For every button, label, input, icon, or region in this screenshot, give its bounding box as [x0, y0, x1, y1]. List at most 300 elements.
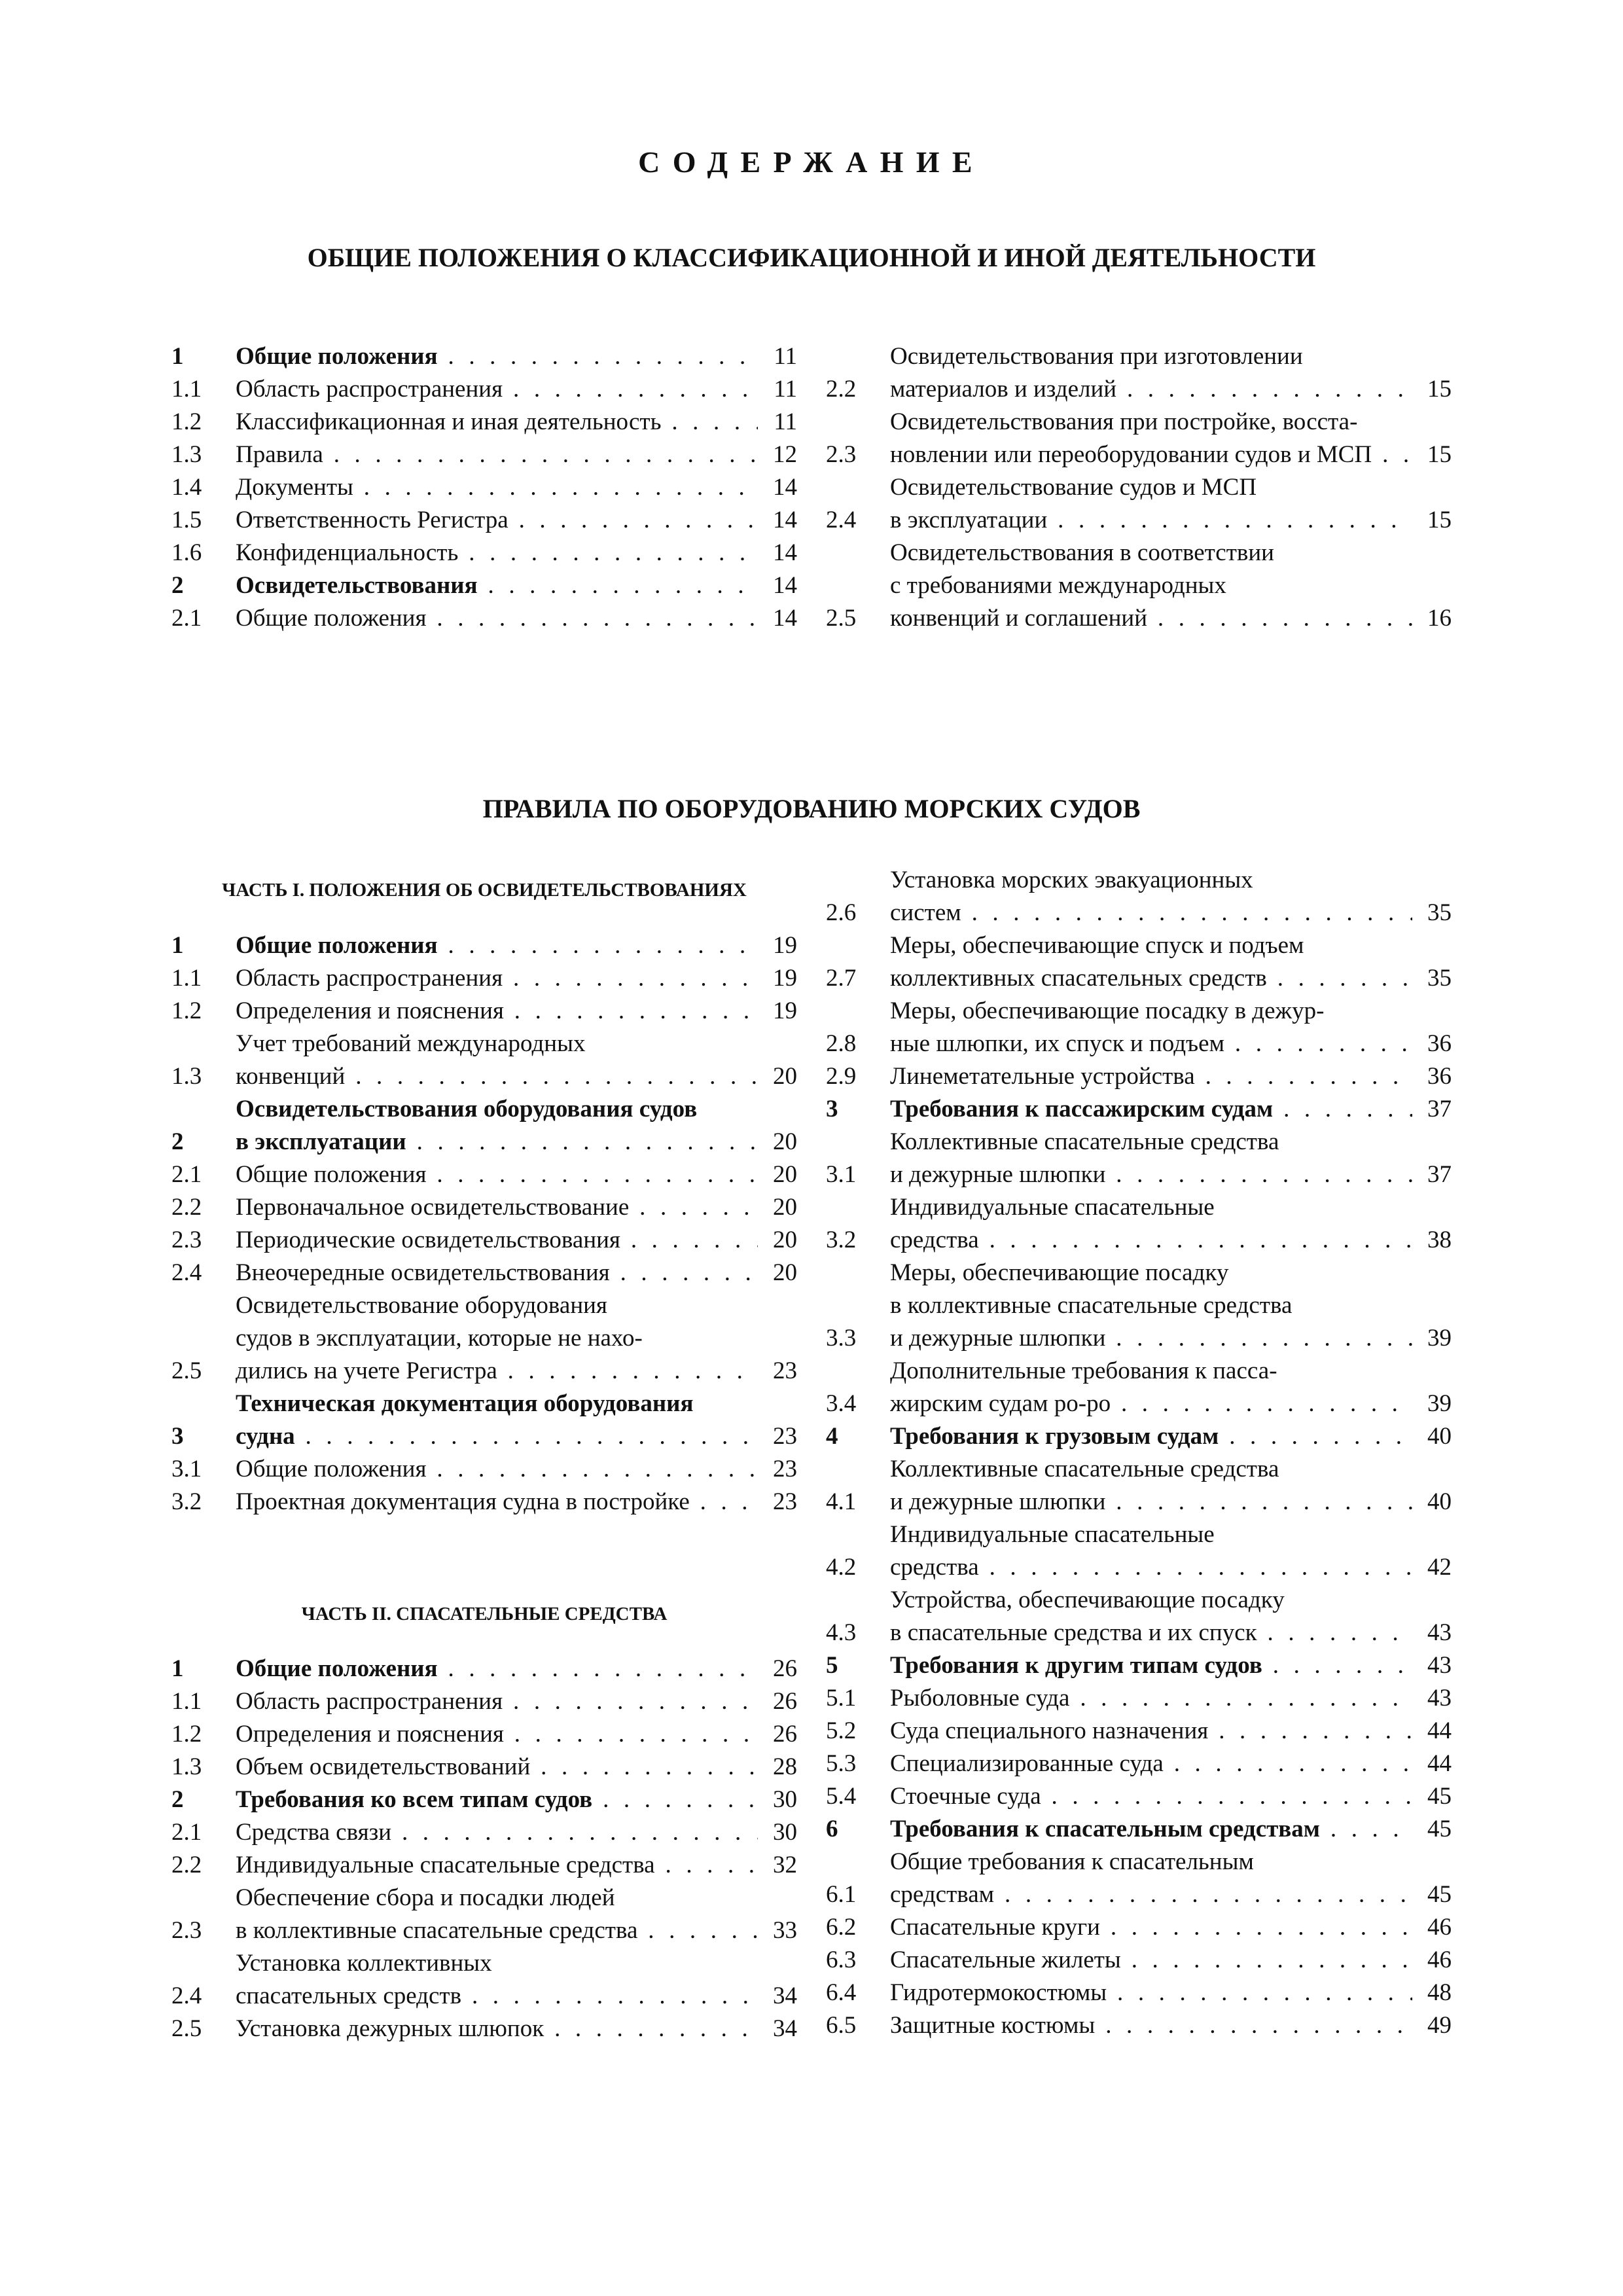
toc-entry-page: 12 — [773, 441, 797, 468]
toc-entry-title-line: дились на учете Регистра . . . — [236, 1355, 758, 1388]
toc-entry-title-line: Спасательные круги . . . — [890, 1911, 1412, 1944]
toc-entry[interactable] — [171, 1784, 797, 1816]
toc-entry-title — [236, 962, 758, 995]
toc-entry-number: 1.3 — [171, 441, 202, 468]
toc-entry-title — [236, 1028, 758, 1093]
toc-entry-title-line: Определения и пояснения . . . — [236, 995, 758, 1028]
toc-entry-number: 4.3 — [826, 1619, 857, 1646]
toc-entry-number: 1 — [171, 1655, 184, 1682]
toc-entry-title — [890, 1355, 1412, 1420]
toc-entry[interactable] — [171, 373, 797, 406]
toc-entry-number: 2.2 — [171, 1852, 202, 1878]
toc-entry[interactable] — [826, 1780, 1452, 1813]
toc-entry-page: 40 — [1427, 1488, 1452, 1515]
toc-entry[interactable] — [826, 1813, 1452, 1846]
toc-entry[interactable] — [826, 995, 1452, 1060]
toc-entry-title-line: судна . . . — [236, 1420, 758, 1453]
toc-entry[interactable] — [826, 864, 1452, 929]
toc-entry-title-line: Установка коллективных — [236, 1950, 492, 1977]
toc-entry-page: 15 — [1427, 507, 1452, 533]
toc-entry-title-line: Общие положения . . . — [236, 602, 758, 635]
toc-entry-title-line: ные шлюпки, их спуск и подъем . . . — [890, 1028, 1412, 1060]
toc-entry-number: 1.1 — [171, 376, 202, 403]
toc-entry-page: 36 — [1427, 1063, 1452, 1090]
toc-entry-title-line: Проектная документация судна в постройке . . . — [236, 1486, 758, 1518]
toc-entry-page: 14 — [773, 605, 797, 632]
section-title-general: ОБЩИЕ ПОЛОЖЕНИЯ О КЛАССИФИКАЦИОННОЙ И ИНОЙ ДЕЯТЕЛЬНОСТИ — [307, 243, 1316, 272]
toc-entry-number: 5.3 — [826, 1750, 857, 1777]
toc-entry-title-line: в коллективные спасательные средства — [890, 1292, 1293, 1319]
toc-entry-title-line: и дежурные шлюпки . . . — [890, 1322, 1412, 1355]
toc-entry-number: 3.2 — [826, 1227, 857, 1253]
toc-entry-title-line: Линеметательные устройства . . . — [890, 1060, 1412, 1093]
toc-entry-title — [236, 373, 758, 406]
toc-entry-title — [236, 1191, 758, 1224]
toc-entry-title-line: Специализированные суда . . . — [890, 1748, 1412, 1780]
toc-entry[interactable] — [826, 929, 1452, 995]
toc-entry-number: 1.2 — [171, 997, 202, 1024]
toc-entry-title — [236, 2013, 758, 2045]
toc-entry-number: 1.1 — [171, 965, 202, 992]
toc-entry[interactable] — [826, 1453, 1452, 1518]
toc-entry[interactable] — [171, 1289, 797, 1388]
toc-entry-title — [890, 1584, 1412, 1649]
toc-entry-number: 2.1 — [171, 1161, 202, 1188]
toc-entry-page: 45 — [1427, 1881, 1452, 1908]
toc-entry[interactable] — [826, 340, 1452, 406]
toc-entry[interactable] — [826, 1257, 1452, 1355]
toc-entry-page: 14 — [773, 572, 797, 599]
toc-entry-number: 2.8 — [826, 1030, 857, 1057]
toc-entry[interactable] — [171, 1849, 797, 1882]
toc-entry-page: 44 — [1427, 1717, 1452, 1744]
toc-entry-title-line: Стоечные суда . . . — [890, 1780, 1412, 1813]
toc-entry-number: 1.2 — [171, 1721, 202, 1748]
toc-entry-title-line: Коллективные спасательные средства — [890, 1456, 1279, 1482]
toc-entry-title-line: Правила . . . — [236, 439, 758, 471]
toc-entry-page: 37 — [1427, 1161, 1452, 1188]
toc-entry-number: 1 — [171, 343, 184, 370]
toc-entry-title — [890, 1518, 1412, 1584]
toc-entry-title — [890, 1846, 1412, 1911]
toc-entry-number: 2 — [171, 1786, 184, 1813]
toc-entry-title-line: Документы . . . — [236, 471, 758, 504]
toc-entry[interactable] — [171, 1093, 797, 1158]
toc-entry-title — [236, 1224, 758, 1257]
toc-entry-page: 14 — [773, 474, 797, 501]
toc-entry-page: 26 — [773, 1721, 797, 1748]
toc-entry-title — [236, 1388, 758, 1453]
toc-entry-title-line: Обеспечение сбора и посадки людей — [236, 1884, 615, 1911]
toc-entry-title-line: Определения и пояснения . . . — [236, 1718, 758, 1751]
toc-entry[interactable] — [171, 471, 797, 504]
toc-entry-page: 20 — [773, 1161, 797, 1188]
toc-entry-number: 5.2 — [826, 1717, 857, 1744]
toc-entry[interactable] — [826, 1584, 1452, 1649]
toc-entry[interactable] — [171, 1028, 797, 1093]
toc-entry-page: 23 — [773, 1456, 797, 1482]
toc-entry-title — [890, 1911, 1412, 1944]
toc-column-general-left — [171, 340, 797, 635]
toc-entry-page: 15 — [1427, 376, 1452, 403]
toc-entry-number: 6.3 — [826, 1946, 857, 1973]
toc-entry-title — [236, 504, 758, 537]
toc-column-part2 — [171, 1653, 797, 2045]
toc-entry-title — [236, 1882, 758, 1947]
toc-entry-number: 2.3 — [826, 441, 857, 468]
toc-entry[interactable] — [171, 569, 797, 602]
toc-entry[interactable] — [826, 406, 1452, 471]
toc-entry-number: 2.3 — [171, 1917, 202, 1944]
toc-entry[interactable] — [171, 1653, 797, 1685]
toc-entry-title-line: Индивидуальные спасательные — [890, 1194, 1215, 1221]
toc-entry-page: 26 — [773, 1655, 797, 1682]
toc-entry-title — [890, 929, 1412, 995]
toc-entry-page: 43 — [1427, 1685, 1452, 1712]
toc-entry[interactable] — [826, 2009, 1452, 2042]
toc-entry[interactable] — [171, 602, 797, 635]
toc-entry[interactable] — [826, 1682, 1452, 1715]
toc-entry-title — [236, 1453, 758, 1486]
toc-entry-page: 49 — [1427, 2012, 1452, 2039]
toc-entry-page: 11 — [774, 376, 797, 403]
toc-entry-number: 2.4 — [171, 1259, 202, 1286]
toc-entry-title — [890, 1748, 1412, 1780]
toc-entry-title-line: Учет требований международных — [236, 1030, 586, 1057]
toc-entry-number: 2.1 — [171, 1819, 202, 1846]
toc-entry-title-line: в коллективные спасательные средства . . . — [236, 1914, 758, 1947]
toc-entry-number: 3.4 — [826, 1390, 857, 1417]
toc-entry[interactable] — [171, 1718, 797, 1751]
toc-entry-title — [236, 1093, 758, 1158]
toc-entry-title-line: средства . . . — [890, 1551, 1412, 1584]
toc-entry-page: 20 — [773, 1227, 797, 1253]
toc-entry-title-line: коллективных спасательных средств . . . — [890, 962, 1412, 995]
toc-entry-title — [236, 1257, 758, 1289]
toc-entry-number: 3.1 — [826, 1161, 857, 1188]
toc-entry[interactable] — [171, 1224, 797, 1257]
toc-entry-number: 5 — [826, 1652, 838, 1679]
toc-entry[interactable] — [171, 504, 797, 537]
toc-entry-title-line: Общие положения . . . — [236, 340, 758, 373]
toc-entry-page: 43 — [1427, 1652, 1452, 1679]
toc-entry[interactable] — [826, 1944, 1452, 1977]
toc-entry-title — [890, 1780, 1412, 1813]
toc-entry-page: 39 — [1427, 1325, 1452, 1352]
toc-entry-title-line: Требования к другим типам судов . . . — [890, 1649, 1412, 1682]
toc-entry-number: 2.4 — [826, 507, 857, 533]
toc-entry-title-line: Освидетельствования . . . — [236, 569, 758, 602]
toc-entry-number: 3.3 — [826, 1325, 857, 1352]
toc-entry-number: 4 — [826, 1423, 838, 1450]
toc-entry-title-line: Индивидуальные спасательные — [890, 1521, 1215, 1548]
toc-entry-number: 6.1 — [826, 1881, 857, 1908]
toc-entry[interactable] — [171, 962, 797, 995]
toc-entry-title — [890, 1093, 1412, 1126]
toc-entry-title-line: Защитные костюмы . . . — [890, 2009, 1412, 2042]
toc-entry-title — [890, 1257, 1412, 1355]
toc-entry-title-line: Суда специального назначения . . . — [890, 1715, 1412, 1748]
toc-entry-page: 19 — [773, 965, 797, 992]
toc-entry-title-line: Ответственность Регистра . . . — [236, 504, 758, 537]
toc-entry[interactable] — [826, 1977, 1452, 2009]
toc-entry-title — [236, 1486, 758, 1518]
toc-entry[interactable] — [171, 2013, 797, 2045]
toc-entry-number: 4.2 — [826, 1554, 857, 1581]
toc-entry[interactable] — [826, 1846, 1452, 1911]
toc-entry-title-line: систем . . . — [890, 897, 1412, 929]
toc-entry-title-line: средства . . . — [890, 1224, 1412, 1257]
toc-entry-number: 2 — [171, 572, 184, 599]
toc-entry-title — [236, 1685, 758, 1718]
toc-entry-page: 14 — [773, 507, 797, 533]
toc-entry-title — [236, 602, 758, 635]
toc-entry-page: 48 — [1427, 1979, 1452, 2006]
toc-column-general-right — [826, 340, 1452, 635]
toc-entry-number: 6 — [826, 1816, 838, 1842]
toc-entry-title-line: Периодические освидетельствования . . . — [236, 1224, 758, 1257]
toc-entry[interactable] — [171, 929, 797, 962]
page-title: СОДЕРЖАНИЕ — [638, 145, 985, 179]
toc-entry-title — [236, 569, 758, 602]
toc-entry-number: 1.5 — [171, 507, 202, 533]
toc-entry-page: 20 — [773, 1259, 797, 1286]
toc-entry-title — [890, 864, 1412, 929]
toc-entry-title — [890, 1420, 1412, 1453]
toc-entry-number: 3 — [826, 1096, 838, 1122]
toc-entry-page: 39 — [1427, 1390, 1452, 1417]
toc-entry-title-line: Общие положения . . . — [236, 929, 758, 962]
toc-entry[interactable] — [826, 1126, 1452, 1191]
toc-entry-page: 44 — [1427, 1750, 1452, 1777]
toc-entry-title — [890, 1944, 1412, 1977]
toc-entry-number: 2.5 — [171, 1357, 202, 1384]
toc-entry-title-line: Первоначальное освидетельствование . . . — [236, 1191, 758, 1224]
toc-entry[interactable] — [826, 1060, 1452, 1093]
toc-entry-number: 2.6 — [826, 899, 857, 926]
toc-entry-title-line: Внеочередные освидетельствования . . . — [236, 1257, 758, 1289]
toc-entry[interactable] — [171, 1453, 797, 1486]
toc-entry-title-line: судов в эксплуатации, которые не нахо- — [236, 1325, 643, 1352]
toc-entry-number: 1.3 — [171, 1753, 202, 1780]
toc-entry-title — [236, 340, 758, 373]
toc-entry-title-line: Рыболовные суда . . . — [890, 1682, 1412, 1715]
toc-entry-title-line: Требования ко всем типам судов . . . — [236, 1784, 758, 1816]
toc-column-part1 — [171, 929, 797, 1518]
toc-entry-page: 15 — [1427, 441, 1452, 468]
toc-entry-title — [236, 471, 758, 504]
toc-entry-title-line: Объем освидетельствований . . . — [236, 1751, 758, 1784]
toc-entry[interactable] — [826, 471, 1452, 537]
toc-entry-title-line: Классификационная и иная деятельность . . . — [236, 406, 758, 439]
toc-entry[interactable] — [826, 1649, 1452, 1682]
toc-entry-title — [890, 340, 1412, 406]
toc-entry-title-line: Общие положения . . . — [236, 1453, 758, 1486]
toc-entry-title — [890, 1060, 1412, 1093]
toc-entry-page: 19 — [773, 997, 797, 1024]
toc-entry[interactable] — [171, 995, 797, 1028]
toc-entry-number: 2.3 — [171, 1227, 202, 1253]
toc-entry-title — [236, 1849, 758, 1882]
toc-entry-title-line: конвенций и соглашений . . . — [890, 602, 1412, 635]
toc-entry-title-line: средствам . . . — [890, 1878, 1412, 1911]
toc-entry-number: 1 — [171, 932, 184, 959]
toc-entry-page: 38 — [1427, 1227, 1452, 1253]
toc-entry[interactable] — [171, 1947, 797, 2013]
toc-column-equipment-right — [826, 864, 1452, 2042]
part-title-life-saving: ЧАСТЬ II. СПАСАТЕЛЬНЫЕ СРЕДСТВА — [301, 1604, 668, 1624]
toc-entry[interactable] — [826, 1355, 1452, 1420]
toc-entry-title-line: Меры, обеспечивающие посадку в дежур- — [890, 997, 1325, 1024]
toc-entry-number: 1.4 — [171, 474, 202, 501]
toc-entry-title — [236, 1653, 758, 1685]
toc-entry-title-line: Область распространения . . . — [236, 962, 758, 995]
toc-entry-page: 19 — [773, 932, 797, 959]
toc-entry-title — [236, 995, 758, 1028]
toc-entry-title-line: Общие положения . . . — [236, 1653, 758, 1685]
toc-entry-title-line: Конфиденциальность . . . — [236, 537, 758, 569]
toc-entry-number: 3.2 — [171, 1488, 202, 1515]
toc-entry-title-line: Индивидуальные спасательные средства . . . — [236, 1849, 758, 1882]
toc-entry[interactable] — [171, 340, 797, 373]
toc-entry-title — [236, 1784, 758, 1816]
part-title-surveys: ЧАСТЬ I. ПОЛОЖЕНИЯ ОБ ОСВИДЕТЕЛЬСТВОВАНИЯХ — [222, 880, 747, 901]
toc-entry-title-line: Освидетельствования при изготовлении — [890, 343, 1303, 370]
toc-entry-page: 40 — [1427, 1423, 1452, 1450]
toc-entry-title-line: жирским судам ро-ро . . . — [890, 1388, 1412, 1420]
toc-entry-title-line: Освидетельствование оборудования — [236, 1292, 607, 1319]
toc-entry-number: 5.4 — [826, 1783, 857, 1810]
toc-entry[interactable] — [171, 1882, 797, 1947]
toc-entry-title — [236, 537, 758, 569]
toc-entry-title — [890, 995, 1412, 1060]
toc-entry-number: 2.4 — [171, 1982, 202, 2009]
toc-entry[interactable] — [171, 439, 797, 471]
toc-entry[interactable] — [826, 1518, 1452, 1584]
toc-entry-number: 1.3 — [171, 1063, 202, 1090]
toc-entry-title — [890, 1191, 1412, 1257]
toc-entry-number: 6.2 — [826, 1914, 857, 1941]
toc-entry-title — [890, 1977, 1412, 2009]
toc-entry-title — [890, 1715, 1412, 1748]
toc-entry[interactable] — [826, 1715, 1452, 1748]
toc-entry-title — [890, 1682, 1412, 1715]
toc-entry-title-line: Освидетельствования оборудования судов — [236, 1096, 698, 1122]
toc-entry-number: 2.1 — [171, 605, 202, 632]
toc-entry-title — [236, 1158, 758, 1191]
toc-entry[interactable] — [171, 1388, 797, 1453]
toc-entry-title — [890, 406, 1412, 471]
toc-entry-page: 35 — [1427, 965, 1452, 992]
toc-entry[interactable] — [171, 1158, 797, 1191]
toc-entry-page: 35 — [1427, 899, 1452, 926]
toc-entry-number: 2 — [171, 1128, 184, 1155]
toc-entry-title-line: Установка морских эвакуационных — [890, 867, 1253, 893]
toc-entry[interactable] — [826, 1191, 1452, 1257]
toc-entry-title-line: Устройства, обеспечивающие посадку — [890, 1587, 1285, 1613]
toc-entry-title-line: Требования к спасательным средствам . . . — [890, 1813, 1412, 1846]
toc-entry-page: 45 — [1427, 1783, 1452, 1810]
toc-entry-title-line: в эксплуатации . . . — [236, 1126, 758, 1158]
toc-entry-title — [236, 1751, 758, 1784]
toc-entry-page: 42 — [1427, 1554, 1452, 1581]
toc-entry-number: 6.5 — [826, 2012, 857, 2039]
toc-entry-title-line: в спасательные средства и их спуск . . . — [890, 1617, 1412, 1649]
toc-entry[interactable] — [171, 1751, 797, 1784]
toc-entry-title — [236, 439, 758, 471]
toc-entry[interactable] — [171, 1191, 797, 1224]
toc-entry[interactable] — [171, 1486, 797, 1518]
toc-entry[interactable] — [171, 1816, 797, 1849]
toc-entry-title — [890, 1453, 1412, 1518]
toc-entry-title-line: спасательных средств . . . — [236, 1980, 758, 2013]
toc-entry-title-line: Общие требования к спасательным — [890, 1848, 1254, 1875]
toc-entry-title-line: Освидетельствование судов и МСП — [890, 474, 1257, 501]
toc-entry[interactable] — [171, 1257, 797, 1289]
toc-entry-title-line: Установка дежурных шлюпок . . . — [236, 2013, 758, 2045]
toc-entry-title-line: Меры, обеспечивающие посадку — [890, 1259, 1229, 1286]
toc-entry[interactable] — [171, 1685, 797, 1718]
toc-entry[interactable] — [826, 1093, 1452, 1126]
toc-entry[interactable] — [171, 537, 797, 569]
toc-entry-page: 46 — [1427, 1946, 1452, 1973]
toc-entry[interactable] — [826, 537, 1452, 635]
toc-entry-title-line: Дополнительные требования к пасса- — [890, 1357, 1277, 1384]
toc-entry-title-line: Область распространения . . . — [236, 1685, 758, 1718]
toc-entry-title-line: материалов и изделий . . . — [890, 373, 1412, 406]
toc-entry-title-line: Коллективные спасательные средства — [890, 1128, 1279, 1155]
toc-entry-title-line: Техническая документация оборудования — [236, 1390, 694, 1417]
toc-entry-page: 34 — [773, 2015, 797, 2042]
toc-entry-title — [236, 1718, 758, 1751]
toc-entry-page: 33 — [773, 1917, 797, 1944]
toc-entry[interactable] — [826, 1748, 1452, 1780]
toc-entry-title-line: новлении или переоборудовании судов и МСП . . . — [890, 439, 1412, 471]
toc-entry-page: 11 — [774, 408, 797, 435]
toc-entry-page: 23 — [773, 1488, 797, 1515]
toc-entry-title-line: Требования к пассажирским судам . . . — [890, 1093, 1412, 1126]
toc-entry[interactable] — [826, 1420, 1452, 1453]
toc-entry-title — [890, 1649, 1412, 1682]
toc-entry-number: 2.2 — [826, 376, 857, 403]
toc-entry-title — [890, 1813, 1412, 1846]
toc-entry-number: 4.1 — [826, 1488, 857, 1515]
toc-entry-title-line: Средства связи . . . — [236, 1816, 758, 1849]
toc-entry-title — [236, 1289, 758, 1388]
toc-entry-title-line: Освидетельствования в соответствии — [890, 539, 1274, 566]
toc-entry-page: 34 — [773, 1982, 797, 2009]
toc-entry-page: 45 — [1427, 1816, 1452, 1842]
toc-entry-title-line: Освидетельствования при постройке, восста- — [890, 408, 1358, 435]
toc-entry-page: 43 — [1427, 1619, 1452, 1646]
toc-entry-title — [890, 2009, 1412, 2042]
toc-entry[interactable] — [826, 1911, 1452, 1944]
toc-entry-title — [236, 406, 758, 439]
toc-entry-page: 20 — [773, 1063, 797, 1090]
toc-entry-page: 11 — [774, 343, 797, 370]
toc-entry-page: 23 — [773, 1423, 797, 1450]
toc-entry-title — [890, 471, 1412, 537]
toc-entry-title — [890, 537, 1412, 635]
toc-entry-page: 14 — [773, 539, 797, 566]
toc-entry-number: 6.4 — [826, 1979, 857, 2006]
toc-entry-title — [236, 1947, 758, 2013]
toc-entry-page: 20 — [773, 1194, 797, 1221]
toc-entry-number: 2.5 — [826, 605, 857, 632]
toc-entry[interactable] — [171, 406, 797, 439]
toc-entry-title-line: с требованиями международных — [890, 572, 1226, 599]
toc-entry-page: 37 — [1427, 1096, 1452, 1122]
